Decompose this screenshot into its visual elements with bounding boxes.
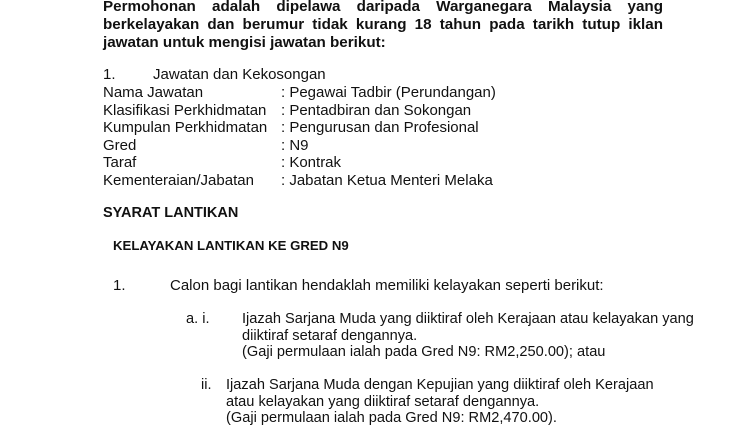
item-body bbox=[226, 377, 654, 427]
item-line: Ijazah Sarjana Muda yang diiktiraf oleh Kerajaan atau kelayakan yang bbox=[242, 311, 694, 327]
item-line: Ijazah Sarjana Muda dengan Kepujian yang diiktiraf oleh Kerajaan bbox=[226, 377, 654, 393]
item-salary-line: (Gaji permulaan ialah pada Gred N9: RM2,470.00). bbox=[226, 410, 557, 426]
detail-value: : Kontrak bbox=[281, 154, 342, 171]
item-salary-line: (Gaji permulaan ialah pada Gred N9: RM2,250.00); atau bbox=[242, 344, 606, 360]
item-line: atau kelayakan yang diiktiraf setaraf dengannya. bbox=[226, 393, 540, 410]
item-body bbox=[242, 311, 694, 361]
detail-label: Klasifikasi Perkhidmatan bbox=[103, 101, 267, 119]
intro-paragraph bbox=[103, 0, 663, 52]
requirement-number: 1. bbox=[113, 277, 126, 294]
syarat-lantikan-heading: SYARAT LANTIKAN bbox=[103, 205, 239, 221]
intro-line: berkelayakan dan berumur tidak kurang 18 tahun pada tarikh tutup iklan bbox=[103, 16, 663, 33]
detail-value: : N9 bbox=[281, 136, 309, 154]
section-title: Jawatan dan Kekosongan bbox=[153, 66, 326, 83]
detail-value: : Pentadbiran dan Sokongan bbox=[281, 101, 472, 119]
detail-label: Kumpulan Perkhidmatan bbox=[103, 119, 268, 136]
detail-label: Nama Jawatan bbox=[103, 84, 204, 101]
kelayakan-lantikan-heading: KELAYAKAN LANTIKAN KE GRED N9 bbox=[113, 238, 349, 253]
section-number: 1. bbox=[103, 66, 116, 83]
item-marker: a. i. bbox=[186, 311, 210, 327]
intro-line: jawatan untuk mengisi jawatan berikut: bbox=[103, 34, 386, 51]
detail-value: : Pegawai Tadbir (Perundangan) bbox=[281, 84, 496, 101]
detail-value: : Pengurusan dan Profesional bbox=[281, 119, 479, 136]
detail-label: Kementeraian/Jabatan bbox=[103, 171, 254, 189]
item-line: diiktiraf setaraf dengannya. bbox=[242, 327, 418, 344]
detail-label: Taraf bbox=[103, 154, 137, 171]
intro-line: Permohonan adalah dipelawa daripada Warganegara Malaysia yang bbox=[103, 0, 663, 15]
requirement-text: Calon bagi lantikan hendaklah memiliki kelayakan seperti berikut: bbox=[170, 277, 604, 294]
detail-value: : Jabatan Ketua Menteri Melaka bbox=[281, 171, 493, 189]
detail-label: Gred bbox=[103, 136, 137, 154]
item-marker: ii. bbox=[201, 377, 212, 393]
